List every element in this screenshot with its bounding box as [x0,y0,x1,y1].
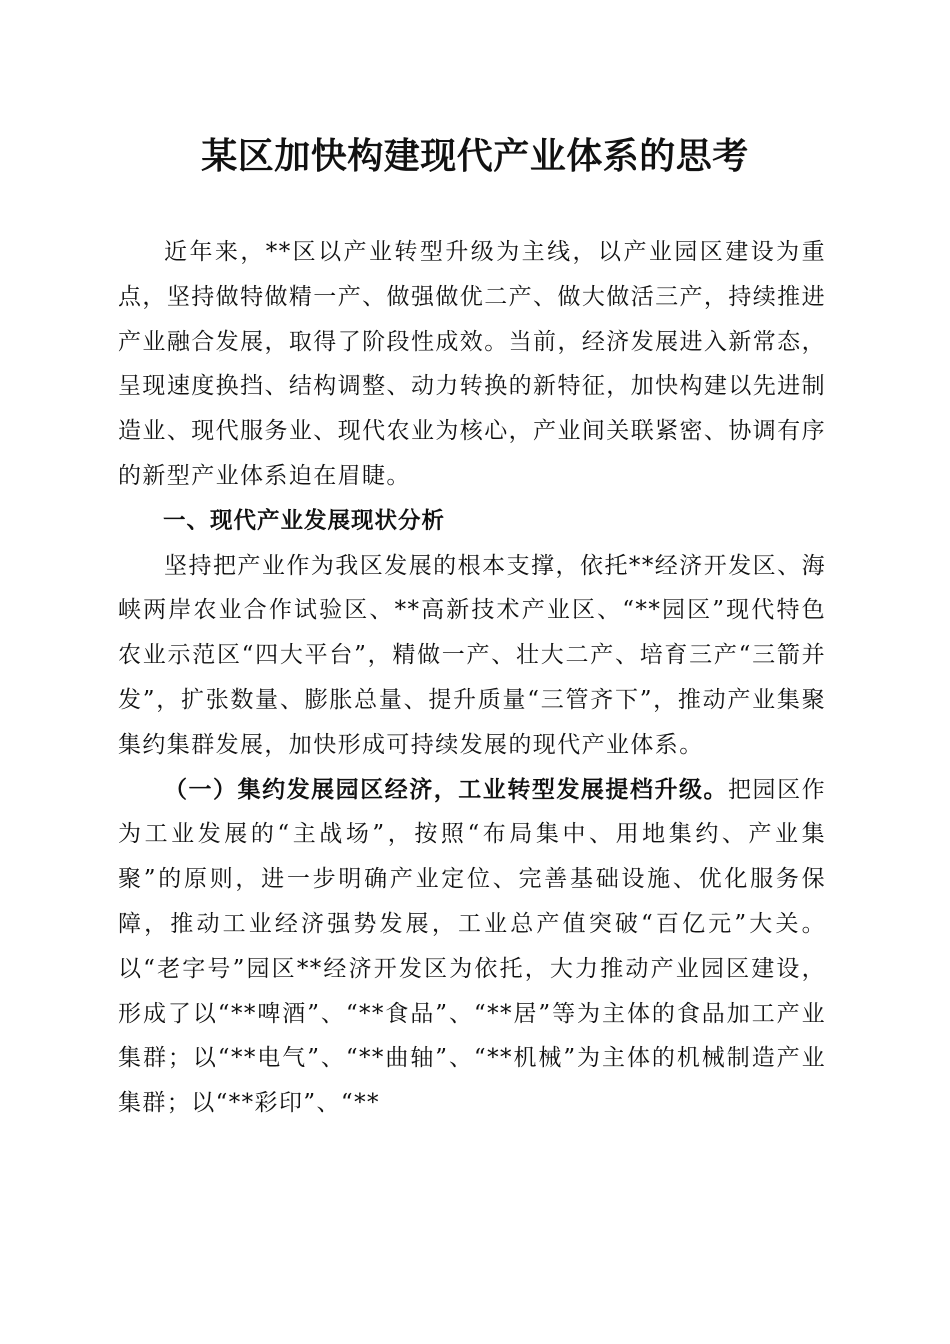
subsection-text: 把园区作为工业发展的“主战场”，按照“布局集中、用地集约、产业集聚”的原则，进一步明确产业定位、完善基础设施、优化服务保障，推动工业经济强势发展，工业总产值突破“百亿元”大关。以“老字号”园区**经济开发区为依托，大力推动产业园区建设，形成了以“**啤酒”、“**食品”、“**居”等为主体的食品加工产业集群；以“**电气”、“**曲轴”、“**机械”为主体的机械制造产业集群；以“**彩印”、“** [118,776,826,1117]
subsection-heading: （一）集约发展园区经济，工业转型发展提档升级。 [164,775,729,803]
section-paragraph: 坚持把产业作为我区发展的根本支撑，依托**经济开发区、海峡两岸农业合作试验区、**高新技术产业区、“**园区”现代特色农业示范区“四大平台”，精做一产、壮大二产、培育三产“三箭并发”，扩张数量、膨胀总量、提升质量“三管齐下”，推动产业集聚集约集群发展，加快形成可持续发展的现代产业体系。 [118,552,826,758]
intro-paragraph: 近年来，**区以产业转型升级为主线，以产业园区建设为重点，坚持做特做精一产、做强做优二产、做大做活三产，持续推进产业融合发展，取得了阶段性成效。当前，经济发展进入新常态，呈现速度换挡、结构调整、动力转换的新特征，加快构建以先进制造业、现代服务业、现代农业为核心，产业间关联紧密、协调有序的新型产业体系迫在眉睫。 [118,239,826,489]
document-body [118,230,826,1126]
document-title: 某区加快构建现代产业体系的思考 [201,135,749,177]
subsection-paragraph [118,768,826,1126]
section-heading: 一、现代产业发展现状分析 [163,507,446,534]
